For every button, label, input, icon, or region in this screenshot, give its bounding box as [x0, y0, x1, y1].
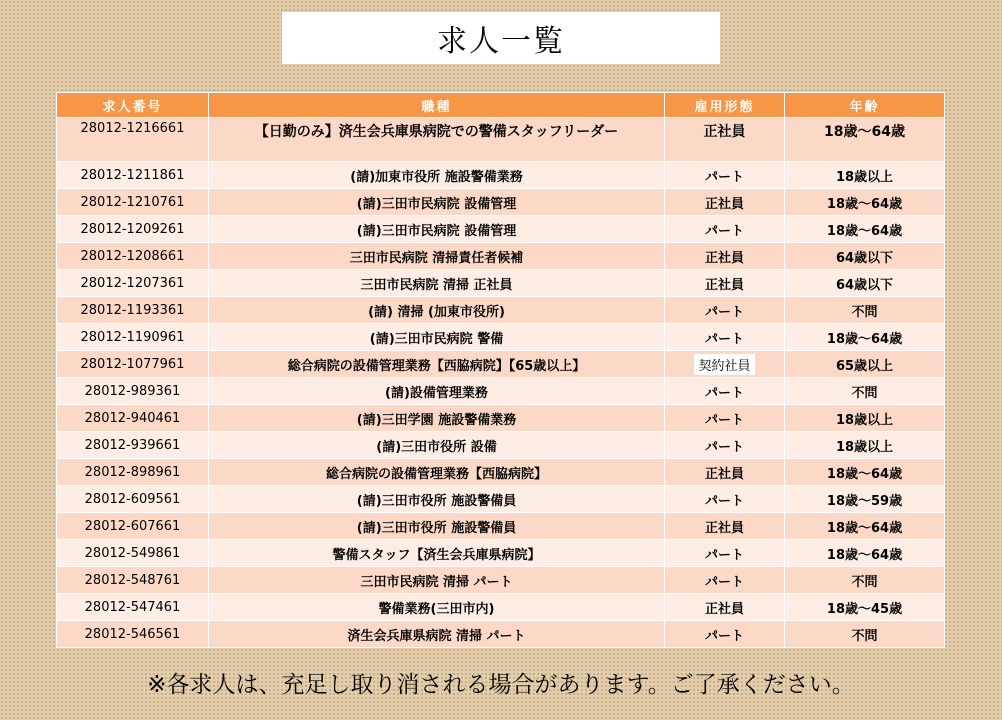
job-type-cell: (請) 清掃 (加東市役所): [209, 297, 665, 324]
job-listing-table: [56, 92, 945, 648]
job-number-cell: 28012-549861: [57, 540, 209, 567]
age-cell: 64歳以下: [785, 243, 945, 270]
job-number-cell: 28012-1077961: [57, 351, 209, 378]
job-type-cell: 三田市民病院 清掃責任者候補: [209, 243, 665, 270]
age-cell: 64歳以下: [785, 270, 945, 297]
employment-type-cell: パート: [665, 540, 785, 567]
age-cell: 18歳～64歳: [785, 324, 945, 351]
job-type-cell: 三田市民病院 清掃 正社員: [209, 270, 665, 297]
age-cell: 18歳～64歳: [785, 513, 945, 540]
job-number-cell: 28012-1216661: [57, 118, 209, 162]
job-number-cell: 28012-607661: [57, 513, 209, 540]
table-row: [57, 297, 945, 324]
employment-type-cell: パート: [665, 567, 785, 594]
job-number-cell: 28012-1209261: [57, 216, 209, 243]
job-type-cell: (請)設備管理業務: [209, 378, 665, 405]
job-number-cell: 28012-1210761: [57, 189, 209, 216]
header-age: 年齢: [785, 93, 945, 118]
job-type-cell: (請)三田市民病院 警備: [209, 324, 665, 351]
table-row: [57, 486, 945, 513]
age-cell: 18歳～64歳: [785, 459, 945, 486]
employment-type-cell: パート: [665, 378, 785, 405]
table-row: [57, 459, 945, 486]
table-row: [57, 216, 945, 243]
header-employment-type: 雇用形態: [665, 93, 785, 118]
age-cell: 不問: [785, 297, 945, 324]
job-type-cell: (請)加東市役所 施設警備業務: [209, 162, 665, 189]
age-cell: 18歳以上: [785, 405, 945, 432]
employment-type-cell: 正社員: [665, 243, 785, 270]
job-number-cell: 28012-940461: [57, 405, 209, 432]
job-rows: [57, 118, 945, 648]
job-number-cell: 28012-609561: [57, 486, 209, 513]
table-row: [57, 432, 945, 459]
employment-type-label: 契約社員: [694, 354, 754, 375]
employment-type-cell: 正社員: [665, 513, 785, 540]
job-type-cell: (請)三田市役所 施設警備員: [209, 486, 665, 513]
job-type-cell: (請)三田市役所 設備: [209, 432, 665, 459]
job-type-cell: 警備業務(三田市内): [209, 594, 665, 621]
job-type-cell: (請)三田市民病院 設備管理: [209, 189, 665, 216]
job-number-cell: 28012-1190961: [57, 324, 209, 351]
table-row: [57, 540, 945, 567]
table-row: [57, 594, 945, 621]
table-row: [57, 405, 945, 432]
employment-type-cell: 正社員: [665, 118, 785, 162]
job-type-cell: 総合病院の設備管理業務【西脇病院】【65歳以上】: [209, 351, 665, 378]
employment-type-cell: 正社員: [665, 594, 785, 621]
age-cell: 18歳～64歳: [785, 216, 945, 243]
header-job-type: 職種: [209, 93, 665, 118]
footer-note: ※各求人は、充足し取り消される場合があります。ご了承ください。: [147, 672, 855, 698]
job-number-cell: 28012-546561: [57, 621, 209, 648]
job-type-cell: 警備スタッフ【済生会兵庫県病院】: [209, 540, 665, 567]
header-job-number: 求人番号: [57, 93, 209, 118]
employment-type-cell: パート: [665, 216, 785, 243]
job-number-cell: 28012-548761: [57, 567, 209, 594]
employment-type-cell: パート: [665, 324, 785, 351]
age-cell: 18歳以上: [785, 162, 945, 189]
age-cell: 18歳～64歳: [785, 189, 945, 216]
job-number-cell: 28012-898961: [57, 459, 209, 486]
table-row: [57, 270, 945, 297]
job-number-cell: 28012-547461: [57, 594, 209, 621]
job-type-cell: (請)三田市役所 施設警備員: [209, 513, 665, 540]
job-number-cell: 28012-939661: [57, 432, 209, 459]
age-cell: 18歳以上: [785, 432, 945, 459]
age-cell: 18歳～64歳: [785, 118, 945, 162]
table-row: [57, 513, 945, 540]
age-cell: 不問: [785, 621, 945, 648]
table-header-row: [57, 93, 945, 118]
employment-type-cell: 正社員: [665, 270, 785, 297]
age-cell: 不問: [785, 378, 945, 405]
table-row: [57, 351, 945, 378]
age-cell: 18歳～64歳: [785, 540, 945, 567]
table-row: [57, 118, 945, 162]
employment-type-cell: パート: [665, 432, 785, 459]
job-type-cell: 済生会兵庫県病院 清掃 パート: [209, 621, 665, 648]
job-type-cell: 【日勤のみ】済生会兵庫県病院での警備スタッフリーダー: [209, 118, 665, 162]
employment-type-cell: パート: [665, 297, 785, 324]
employment-type-cell: パート: [665, 486, 785, 513]
table-row: [57, 378, 945, 405]
employment-type-cell: パート: [665, 405, 785, 432]
page-title: 求人一覧: [437, 24, 565, 59]
employment-type-cell: [665, 351, 785, 378]
table-row: [57, 243, 945, 270]
table-row: [57, 324, 945, 351]
employment-type-cell: 正社員: [665, 189, 785, 216]
age-cell: 不問: [785, 567, 945, 594]
table-row: [57, 621, 945, 648]
age-cell: 18歳～59歳: [785, 486, 945, 513]
table-row: [57, 162, 945, 189]
age-cell: 18歳～45歳: [785, 594, 945, 621]
job-type-cell: (請)三田学園 施設警備業務: [209, 405, 665, 432]
job-type-cell: 総合病院の設備管理業務【西脇病院】: [209, 459, 665, 486]
employment-type-cell: パート: [665, 621, 785, 648]
job-type-cell: 三田市民病院 清掃 パート: [209, 567, 665, 594]
job-number-cell: 28012-1208661: [57, 243, 209, 270]
job-number-cell: 28012-1207361: [57, 270, 209, 297]
employment-type-cell: パート: [665, 162, 785, 189]
table-row: [57, 567, 945, 594]
job-number-cell: 28012-1193361: [57, 297, 209, 324]
age-cell: 65歳以上: [785, 351, 945, 378]
table-row: [57, 189, 945, 216]
job-number-cell: 28012-989361: [57, 378, 209, 405]
job-number-cell: 28012-1211861: [57, 162, 209, 189]
employment-type-cell: 正社員: [665, 459, 785, 486]
job-type-cell: (請)三田市民病院 設備管理: [209, 216, 665, 243]
title-box: [282, 12, 720, 64]
